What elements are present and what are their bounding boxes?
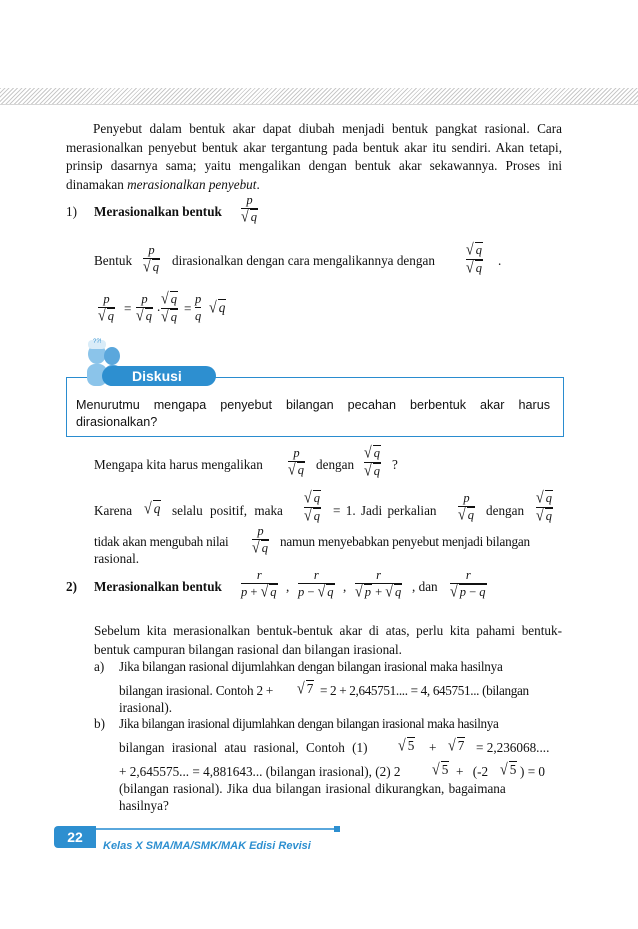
eq-frac-2: p √ q <box>136 292 152 326</box>
den-q: q <box>327 585 334 599</box>
den: q <box>467 508 474 522</box>
diskusi-text: Menurutmu mengapa penyebut bilangan pecahan berbentuk akar harus dirasionalkan? <box>76 398 550 429</box>
num: p <box>103 292 110 306</box>
bentuk-label: Bentuk <box>94 253 133 268</box>
item-a-line2a: bilangan irasional. Contoh 2 + <box>119 683 274 698</box>
radicand: 5 <box>441 762 449 777</box>
radicand: 5 <box>407 738 415 753</box>
footer-square <box>334 826 340 832</box>
den-p: p <box>298 585 305 599</box>
radicand: 7 <box>306 681 314 696</box>
den-p: p <box>241 585 248 599</box>
eq-sign: = <box>124 301 132 316</box>
eq-frac-4 <box>195 292 201 323</box>
num: q <box>170 292 177 306</box>
fraction-r-sqrtp-plus-sqrtq: r √ p + √ q <box>355 568 402 602</box>
den: q <box>475 261 482 275</box>
fraction-r-p-plus-sqrtq: r p + √ q <box>241 568 277 602</box>
rasional-text: rasional. <box>94 551 140 566</box>
karena-label: Karena <box>94 503 133 518</box>
num: p <box>463 491 470 505</box>
item-b-line2a: bilangan irasional atau rasional, Contoh (1) <box>119 740 368 755</box>
item-b-line5: hasilnya? <box>119 798 169 813</box>
den: q <box>373 464 380 478</box>
karena-eq: = 1. Jadi perkalian <box>333 503 437 518</box>
num: p <box>246 193 253 207</box>
intro-text: Penyebut dalam bentuk akar dapat diubah menjadi bentuk pangkat rasional. Cara merasionalkan penyebut bentuk akar tergantung pada bentuk akar itu sendiri. Akan tetapi, prinsip dasarnya sama; yaitu mengalikan dengan bentuk akar sekawannya. Proses ini dinamakan <box>66 121 562 192</box>
sqrt-q: √ q <box>209 299 226 318</box>
why-question: Mengapa kita harus mengalikan <box>94 457 263 472</box>
section1-title: Merasionalkan bentuk <box>94 204 222 219</box>
karena-dengan: dengan <box>486 503 525 518</box>
num: r <box>465 568 471 582</box>
item-b-plus: + <box>429 740 437 755</box>
den-q: q <box>270 585 277 599</box>
fraction-r-p-minus-sqrtq: r p − √ q <box>298 568 334 602</box>
item-b-line3b: + (-2 <box>456 764 489 779</box>
header-hatch-band <box>0 88 638 105</box>
den: q <box>297 463 304 477</box>
mul-dot: . <box>157 299 161 314</box>
num: r <box>313 568 319 582</box>
fraction-sqrtq-sqrtq: √ q √ q <box>466 241 482 278</box>
page-number: 22 <box>54 826 96 848</box>
section2-number: 2) <box>66 579 77 594</box>
num: p <box>195 292 202 306</box>
intro-emphasis: merasionalkan penyebut <box>127 176 257 192</box>
sqrt-7: √ 7 <box>297 680 314 699</box>
plus: + <box>250 585 258 599</box>
den: q <box>170 310 177 324</box>
section2-intro: Sebelum kita merasionalkan bentuk-bentuk akar di atas, perlu kita pahami bentuk-bentuk campuran bilangan rasional dan bilangan irasional. <box>94 623 562 657</box>
num: q <box>373 446 380 460</box>
den-p: p <box>364 585 371 599</box>
num: p <box>148 243 155 257</box>
radicand: q <box>218 300 226 315</box>
section1-number: 1) <box>66 204 77 219</box>
fraction-sqrtq-sqrtq: √ q √ q <box>364 444 380 481</box>
bentuk-text: dirasionalkan dengan cara mengalikannya dengan <box>172 253 435 268</box>
sqrt-5: √ 5 <box>398 737 415 756</box>
diskusi-label: Diskusi <box>102 366 216 386</box>
num: q <box>313 491 320 505</box>
item-b-line3a: + 2,645575... = 4,881643... (bilangan irasional), (2) 2 <box>119 764 401 779</box>
eq-frac-3: √ q √ q <box>161 290 177 327</box>
fraction-p-sqrtq: p √ q <box>458 491 474 525</box>
den: q <box>250 210 257 224</box>
num: p <box>141 292 148 306</box>
karena-text: selalu positif, maka <box>172 503 283 518</box>
footer-rule <box>96 828 336 830</box>
den: q <box>261 541 268 555</box>
item-a-line1: Jika bilangan rasional dijumlahkan dengan bilangan irasional maka hasilnya <box>119 659 503 674</box>
section2-title: Merasionalkan bentuk <box>94 579 222 594</box>
namun-text: namun menyebabkan penyebut menjadi bilangan <box>280 534 530 549</box>
comma: , <box>286 579 290 594</box>
den: q <box>107 309 114 323</box>
plus: + <box>375 585 383 599</box>
item-b-line2c: = 2,236068.... <box>476 740 550 755</box>
item-b-line3c: ) = 0 <box>520 764 546 779</box>
minus: − <box>307 585 315 599</box>
diskusi-icon-text: ??! <box>93 339 102 345</box>
fraction-sqrtq-sqrtq: √ q √ q <box>536 489 552 526</box>
item-b-line4: (bilangan rasional). Jika dua bilangan irasional dikurangkan, bagaimana <box>119 781 506 796</box>
eq-sign: = <box>184 301 192 316</box>
bentuk-dot: . <box>498 253 502 268</box>
sqrt-5: √ 5 <box>500 761 517 780</box>
fraction-p-sqrtq: p √ q <box>288 446 304 480</box>
footer-book-title: Kelas X SMA/MA/SMK/MAK Edisi Revisi <box>103 840 311 852</box>
dan-text: , dan <box>412 579 438 594</box>
radicand: 7 <box>457 738 465 753</box>
intro-end: . <box>256 176 260 192</box>
sqrt-7: √ 7 <box>448 737 465 756</box>
minus: − <box>469 585 477 599</box>
fraction-sqrtq-sqrtq: √ q √ q <box>304 489 320 526</box>
num: q <box>475 243 482 257</box>
fraction-p-sqrtq: p √ q <box>241 193 257 227</box>
item-b-label: b) <box>94 716 105 731</box>
num: r <box>376 568 382 582</box>
item-b-line1: Jika bilangan irasional dijumlahkan dengan bilangan irasional maka hasilnya <box>119 716 499 731</box>
den-q: q <box>394 585 402 599</box>
num: r <box>256 568 262 582</box>
intro-paragraph <box>66 120 562 194</box>
den-q: q <box>479 585 486 599</box>
why-qmark: ? <box>392 457 398 472</box>
fraction-p-sqrtq: p √ q <box>252 524 268 558</box>
radicand: q <box>153 501 161 516</box>
comma: , <box>343 579 347 594</box>
den: q <box>545 509 552 523</box>
item-a-label: a) <box>94 659 105 674</box>
why-dengan: dengan <box>316 457 355 472</box>
fraction-p-sqrtq: p √ q <box>143 243 159 277</box>
num: p <box>257 524 264 538</box>
fraction-r-sqrt-p-minus-q: r √ p − q <box>450 568 486 602</box>
den: q <box>195 309 202 323</box>
item-a-line3: irasional). <box>119 700 173 715</box>
num: p <box>293 446 300 460</box>
radicand: 5 <box>509 762 517 777</box>
den-p: p <box>459 585 466 599</box>
sqrt-q: √ q <box>144 500 161 519</box>
tidak-text: tidak akan mengubah nilai <box>94 534 229 549</box>
num: q <box>545 491 552 505</box>
sqrt-5: √ 5 <box>432 761 449 780</box>
item-a-line2b: = 2 + 2,645751.... = 4, 645751... (bilangan <box>320 683 529 698</box>
eq-frac-1: p √ q <box>98 292 114 326</box>
den: q <box>152 260 159 274</box>
den: q <box>145 309 152 323</box>
den: q <box>313 509 320 523</box>
